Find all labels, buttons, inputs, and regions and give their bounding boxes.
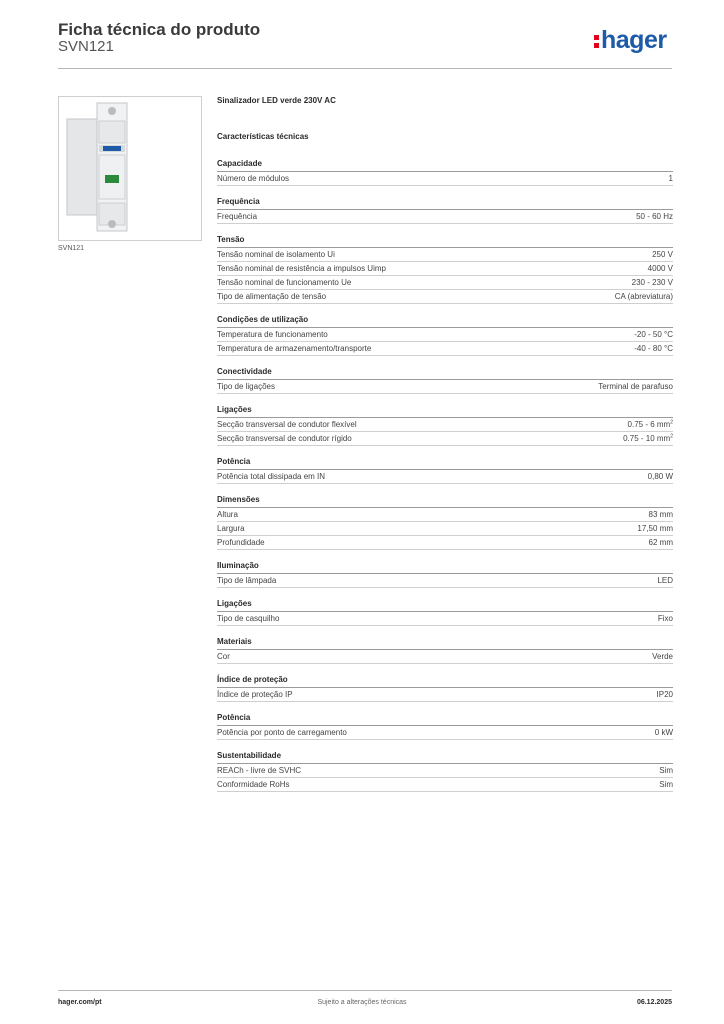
spec-row <box>217 508 673 522</box>
product-name: Sinalizador LED verde 230V AC <box>217 96 336 105</box>
spec-value-text: 4000 V <box>647 264 673 273</box>
spec-label: REACh - livre de SVHC <box>217 766 302 775</box>
spec-value-text: Sim <box>659 766 673 775</box>
spec-row <box>217 172 673 186</box>
spec-group-title: Capacidade <box>217 159 673 172</box>
spec-value <box>615 290 673 303</box>
spec-row <box>217 612 673 626</box>
header-divider <box>58 68 672 69</box>
spec-value-text: 230 - 230 V <box>631 278 673 287</box>
spec-value-text: 0 kW <box>654 728 673 737</box>
spec-value-text: 17,50 mm <box>637 524 673 533</box>
spec-label: Temperatura de armazenamento/transporte <box>217 344 372 353</box>
spec-value-text: 62 mm <box>648 538 673 547</box>
spec-row <box>217 262 673 276</box>
spec-row <box>217 418 673 432</box>
spec-value-text: 50 - 60 Hz <box>636 212 673 221</box>
spec-label: Potência total dissipada em IN <box>217 472 326 481</box>
spec-value <box>659 778 673 791</box>
spec-groups <box>217 159 673 792</box>
spec-label: Temperatura de funcionamento <box>217 330 328 339</box>
spec-group-title: Materiais <box>217 637 673 650</box>
spec-label: Tensão nominal de isolamento Ui <box>217 250 335 259</box>
spec-value <box>637 522 673 535</box>
spec-value <box>598 380 673 393</box>
spec-value <box>648 262 673 275</box>
spec-value-text: 1 <box>668 174 673 183</box>
product-image <box>58 96 202 241</box>
spec-value <box>657 688 673 701</box>
spec-value <box>634 328 673 341</box>
spec-value-text: 0,80 W <box>647 472 673 481</box>
spec-row <box>217 380 673 394</box>
spec-label: Potência por ponto de carregamento <box>217 728 347 737</box>
spec-label: Profundidade <box>217 538 265 547</box>
spec-row <box>217 650 673 664</box>
spec-value-text: Fixo <box>657 614 673 623</box>
spec-label: Largura <box>217 524 245 533</box>
logo-dots-icon <box>594 35 599 51</box>
spec-value-text: -40 - 80 °C <box>634 344 673 353</box>
spec-row <box>217 522 673 536</box>
spec-value <box>648 470 673 483</box>
spec-value <box>623 432 673 445</box>
spec-value <box>632 276 673 289</box>
spec-group-title: Dimensões <box>217 495 673 508</box>
spec-row <box>217 342 673 356</box>
footer-date: 06.12.2025 <box>636 999 672 1006</box>
modular-device-icon <box>59 97 201 240</box>
unit-superscript: 2 <box>670 419 673 426</box>
spec-group-title: Sustentabilidade <box>217 751 673 764</box>
spec-group-title: Potência <box>217 457 673 470</box>
spec-value-text: 250 V <box>652 250 673 259</box>
spec-label: Altura <box>217 510 238 519</box>
spec-value-text: Sim <box>659 780 673 789</box>
spec-value-text: 0.75 - 10 mm <box>623 434 671 443</box>
spec-label: Tensão nominal de resistência a impulsos Uimp <box>217 264 386 273</box>
spec-group-title: Condições de utilização <box>217 315 673 328</box>
spec-value-text: CA (abreviatura) <box>614 292 673 301</box>
spec-label: Tipo de lâmpada <box>217 576 277 585</box>
unit-superscript: 2 <box>670 433 673 440</box>
spec-label: Índice de proteção IP <box>217 690 293 699</box>
spec-value-text: Verde <box>652 652 673 661</box>
spec-value <box>636 210 673 223</box>
spec-label: Conformidade RoHs <box>217 780 290 789</box>
spec-row <box>217 764 673 778</box>
spec-group-title: Potência <box>217 713 673 726</box>
spec-group-title: Índice de proteção <box>217 675 673 688</box>
spec-row <box>217 574 673 588</box>
spec-value <box>669 172 673 185</box>
spec-value <box>649 536 673 549</box>
spec-value-text: 83 mm <box>648 510 673 519</box>
spec-label: Tipo de casquilho <box>217 614 280 623</box>
spec-label: Secção transversal de condutor rígido <box>217 434 352 443</box>
spec-row <box>217 328 673 342</box>
logo-text: hager <box>601 26 667 54</box>
spec-value <box>652 248 673 261</box>
spec-value <box>657 574 673 587</box>
spec-row <box>217 778 673 792</box>
footer-disclaimer: Sujeito a alterações técnicas <box>317 999 407 1006</box>
spec-row <box>217 432 673 446</box>
spec-value <box>628 418 673 431</box>
spec-value-text: IP20 <box>656 690 673 699</box>
spec-value <box>659 764 673 777</box>
page-title: Ficha técnica do produto <box>58 20 261 39</box>
spec-group-title: Frequência <box>217 197 673 210</box>
spec-label: Tensão nominal de funcionamento Ue <box>217 278 352 287</box>
spec-label: Frequência <box>217 212 258 221</box>
spec-row <box>217 248 673 262</box>
spec-value-text: 0.75 - 6 mm <box>627 420 671 429</box>
spec-label: Secção transversal de condutor flexível <box>217 420 357 429</box>
spec-value <box>634 342 673 355</box>
spec-value-text: -20 - 50 °C <box>634 330 673 339</box>
spec-label: Tipo de ligações <box>217 382 275 391</box>
spec-label: Tipo de alimentação de tensão <box>217 292 327 301</box>
section-title: Características técnicas <box>217 132 309 141</box>
spec-value-text: LED <box>657 576 673 585</box>
spec-row <box>217 726 673 740</box>
spec-value <box>652 650 673 663</box>
spec-row <box>217 536 673 550</box>
spec-value <box>649 508 673 521</box>
product-code: SVN121 <box>58 38 114 55</box>
spec-label: Número de módulos <box>217 174 290 183</box>
spec-group-title: Ligações <box>217 405 673 418</box>
spec-group-title: Tensão <box>217 235 673 248</box>
spec-label: Cor <box>217 652 230 661</box>
spec-group-title: Iluminação <box>217 561 673 574</box>
spec-row <box>217 210 673 224</box>
spec-group-title: Conectividade <box>217 367 673 380</box>
spec-row <box>217 688 673 702</box>
image-caption: SVN121 <box>58 245 85 252</box>
spec-row <box>217 470 673 484</box>
spec-value-text: Terminal de parafuso <box>598 382 673 391</box>
hager-logo <box>594 26 667 55</box>
spec-content <box>217 96 673 792</box>
spec-row <box>217 290 673 304</box>
spec-value <box>655 726 673 739</box>
spec-row <box>217 276 673 290</box>
footer-website[interactable]: hager.com/pt <box>58 999 102 1006</box>
spec-value <box>658 612 673 625</box>
spec-group-title: Ligações <box>217 599 673 612</box>
footer-divider <box>58 990 672 991</box>
